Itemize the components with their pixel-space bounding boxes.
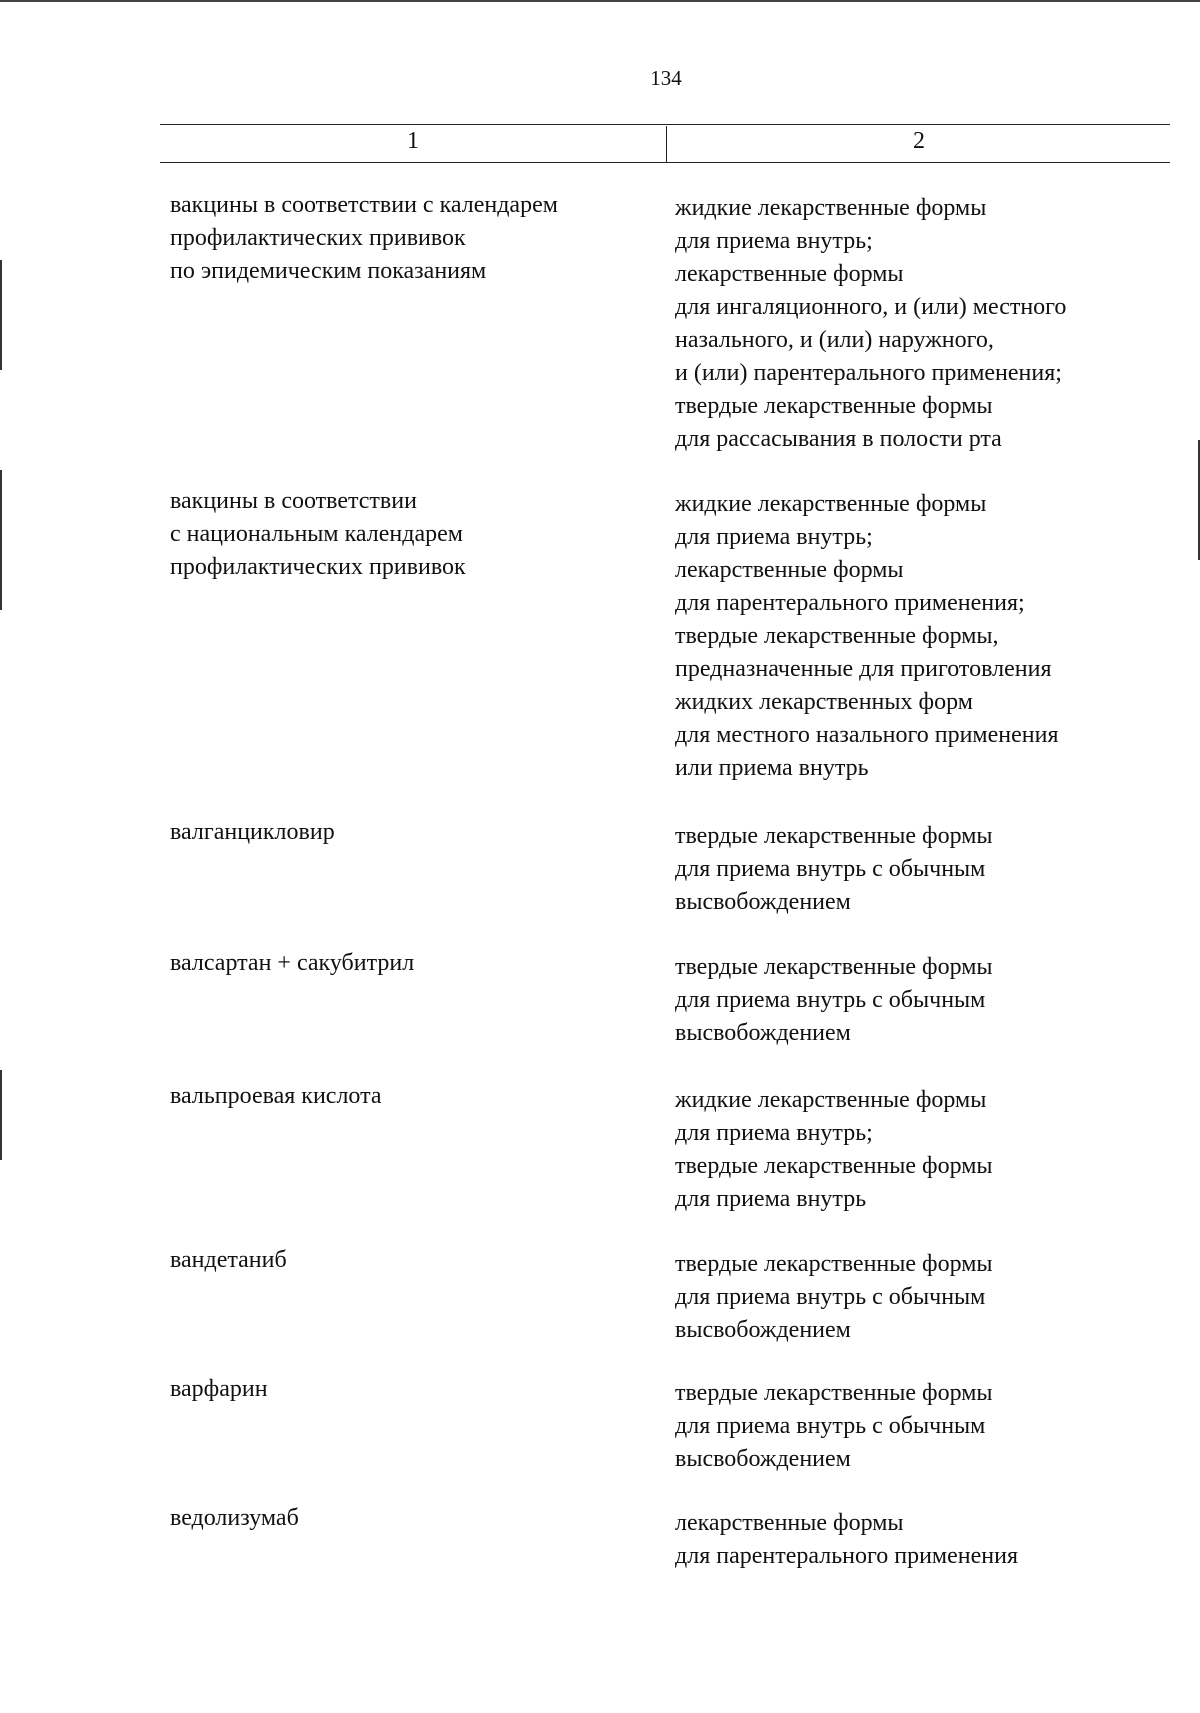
drug-name-line: варфарин [170,1376,268,1402]
dosage-form-line: или приема внутрь [675,755,869,781]
drug-name [170,947,650,980]
scan-edge-mark [0,260,2,370]
drug-name-line: вакцины в соответствии с календарем [170,192,558,218]
dosage-forms [675,1377,1175,1476]
drug-name [170,485,650,584]
drug-name [170,1502,650,1535]
dosage-forms [675,1084,1175,1216]
dosage-form-line: для приема внутрь [675,1186,867,1212]
header-column-divider [666,126,667,162]
drug-name-line: по эпидемическим показаниям [170,258,487,284]
dosage-form-line: твердые лекарственные формы [675,393,993,419]
dosage-form-line: высвобождением [675,1020,851,1046]
dosage-form-line: высвобождением [675,1317,851,1343]
dosage-form-line: для парентерального применения [675,1543,1018,1569]
column-1-number: 1 [407,128,419,154]
header-bottom-rule [160,162,1170,163]
dosage-form-line: для рассасывания в полости рта [675,426,1002,452]
drug-name [170,816,650,849]
dosage-form-line: жидкие лекарственные формы [675,1087,987,1113]
page-number: 134 [650,66,682,90]
dosage-form-line: и (или) парентерального применения; [675,360,1062,386]
dosage-form-line: для приема внутрь с обычным [675,987,986,1013]
dosage-form-line: высвобождением [675,1446,851,1472]
dosage-form-line: твердые лекарственные формы, [675,623,999,649]
dosage-form-line: для приема внутрь; [675,228,873,254]
dosage-form-line: лекарственные формы [675,1510,904,1536]
drug-name [170,1080,650,1113]
page-top-edge [0,0,1200,2]
dosage-forms [675,951,1175,1050]
dosage-form-line: твердые лекарственные формы [675,954,993,980]
drug-name-line: валсартан + сакубитрил [170,950,415,976]
dosage-forms [675,1248,1175,1347]
dosage-forms [675,1507,1175,1573]
dosage-form-line: жидких лекарственных форм [675,689,973,715]
drug-name [170,1373,650,1406]
dosage-form-line: для приема внутрь; [675,524,873,550]
drug-name-line: вакцины в соответствии [170,488,417,514]
dosage-form-line: лекарственные формы [675,261,904,287]
drug-name-line: ведолизумаб [170,1505,299,1531]
drug-name-line: валганцикловир [170,819,335,845]
dosage-form-line: для приема внутрь; [675,1120,873,1146]
table-header [160,122,1170,164]
dosage-form-line: лекарственные формы [675,557,904,583]
drug-name-line: вальпроевая кислота [170,1083,382,1109]
dosage-form-line: для приема внутрь с обычным [675,856,986,882]
dosage-form-line: для приема внутрь с обычным [675,1284,986,1310]
scan-edge-mark [0,470,2,610]
dosage-form-line: твердые лекарственные формы [675,1380,993,1406]
drug-name-line: вандетаниб [170,1247,287,1273]
dosage-form-line: для ингаляционного, и (или) местного [675,294,1067,320]
drug-name-line: с национальным календарем [170,521,463,547]
dosage-forms [675,488,1175,785]
dosage-form-line: для местного назального применения [675,722,1059,748]
dosage-forms [675,820,1175,919]
dosage-form-line: жидкие лекарственные формы [675,195,987,221]
dosage-forms [675,192,1175,456]
dosage-form-line: для парентерального применения; [675,590,1025,616]
column-2-number: 2 [913,128,925,154]
dosage-form-line: твердые лекарственные формы [675,1251,993,1277]
drug-name [170,189,650,288]
drug-name-line: профилактических прививок [170,554,466,580]
drug-name-line: профилактических прививок [170,225,466,251]
dosage-form-line: предназначенные для приготовления [675,656,1052,682]
dosage-form-line: высвобождением [675,889,851,915]
scan-edge-mark [0,1070,2,1160]
dosage-form-line: твердые лекарственные формы [675,1153,993,1179]
dosage-form-line: назального, и (или) наружного, [675,327,994,353]
header-top-rule [160,124,1170,125]
dosage-form-line: жидкие лекарственные формы [675,491,987,517]
dosage-form-line: для приема внутрь с обычным [675,1413,986,1439]
dosage-form-line: твердые лекарственные формы [675,823,993,849]
drug-name [170,1244,650,1277]
